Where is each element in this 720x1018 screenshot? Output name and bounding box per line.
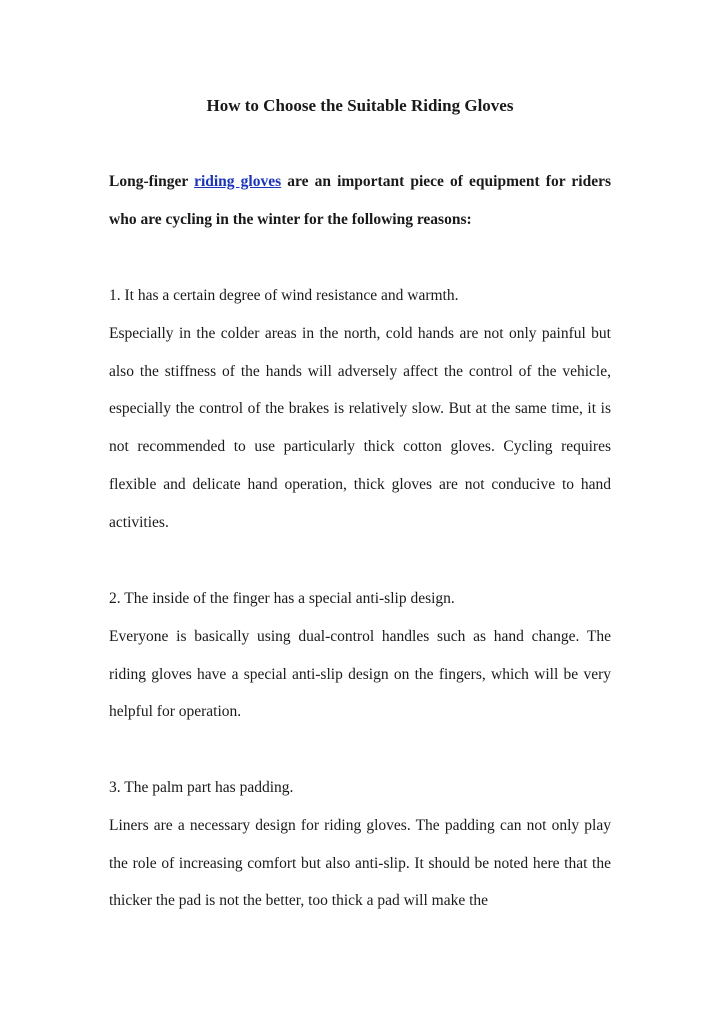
- section-1: [109, 277, 611, 542]
- section-1-text: Especially in the colder areas in the north, cold hands are not only painful but also the stiffness of the hands will adversely affect the control of the vehicle, especially the control of the brakes is relatively slow. But at the same time, it is not recommended to use particularly thick cotton gloves. Cycling requires flexible and delicate hand operation, thick gloves are not conducive to hand activities.: [109, 324, 611, 531]
- riding-gloves-link[interactable]: riding gloves: [194, 173, 282, 190]
- intro-text-after-link: are an important piece of equipment for riders who are cycling in the winter for the following reasons:: [109, 173, 612, 228]
- section-3-text: Liners are a necessary design for riding gloves. The padding can not only play the role of increasing comfort but also anti-slip. It should be noted here that the thicker the pad is not the better, too thick a pad will make the: [109, 816, 611, 910]
- document-title: How to Choose the Suitable Riding Gloves: [206, 96, 514, 115]
- intro-text-before-link: Long-finger: [109, 173, 195, 190]
- section-2: [109, 580, 611, 731]
- section-1-heading: 1. It has a certain degree of wind resistance and warmth.: [109, 287, 459, 304]
- section-2-text: Everyone is basically using dual-control handles such as hand change. The riding gloves have a special anti-slip design on the fingers, which will be very helpful for operation.: [109, 627, 611, 721]
- section-3-heading: 3. The palm part has padding.: [109, 779, 294, 796]
- section-2-heading: 2. The inside of the finger has a special anti-slip design.: [109, 590, 455, 607]
- intro-paragraph: [109, 163, 611, 239]
- section-3: [109, 769, 611, 920]
